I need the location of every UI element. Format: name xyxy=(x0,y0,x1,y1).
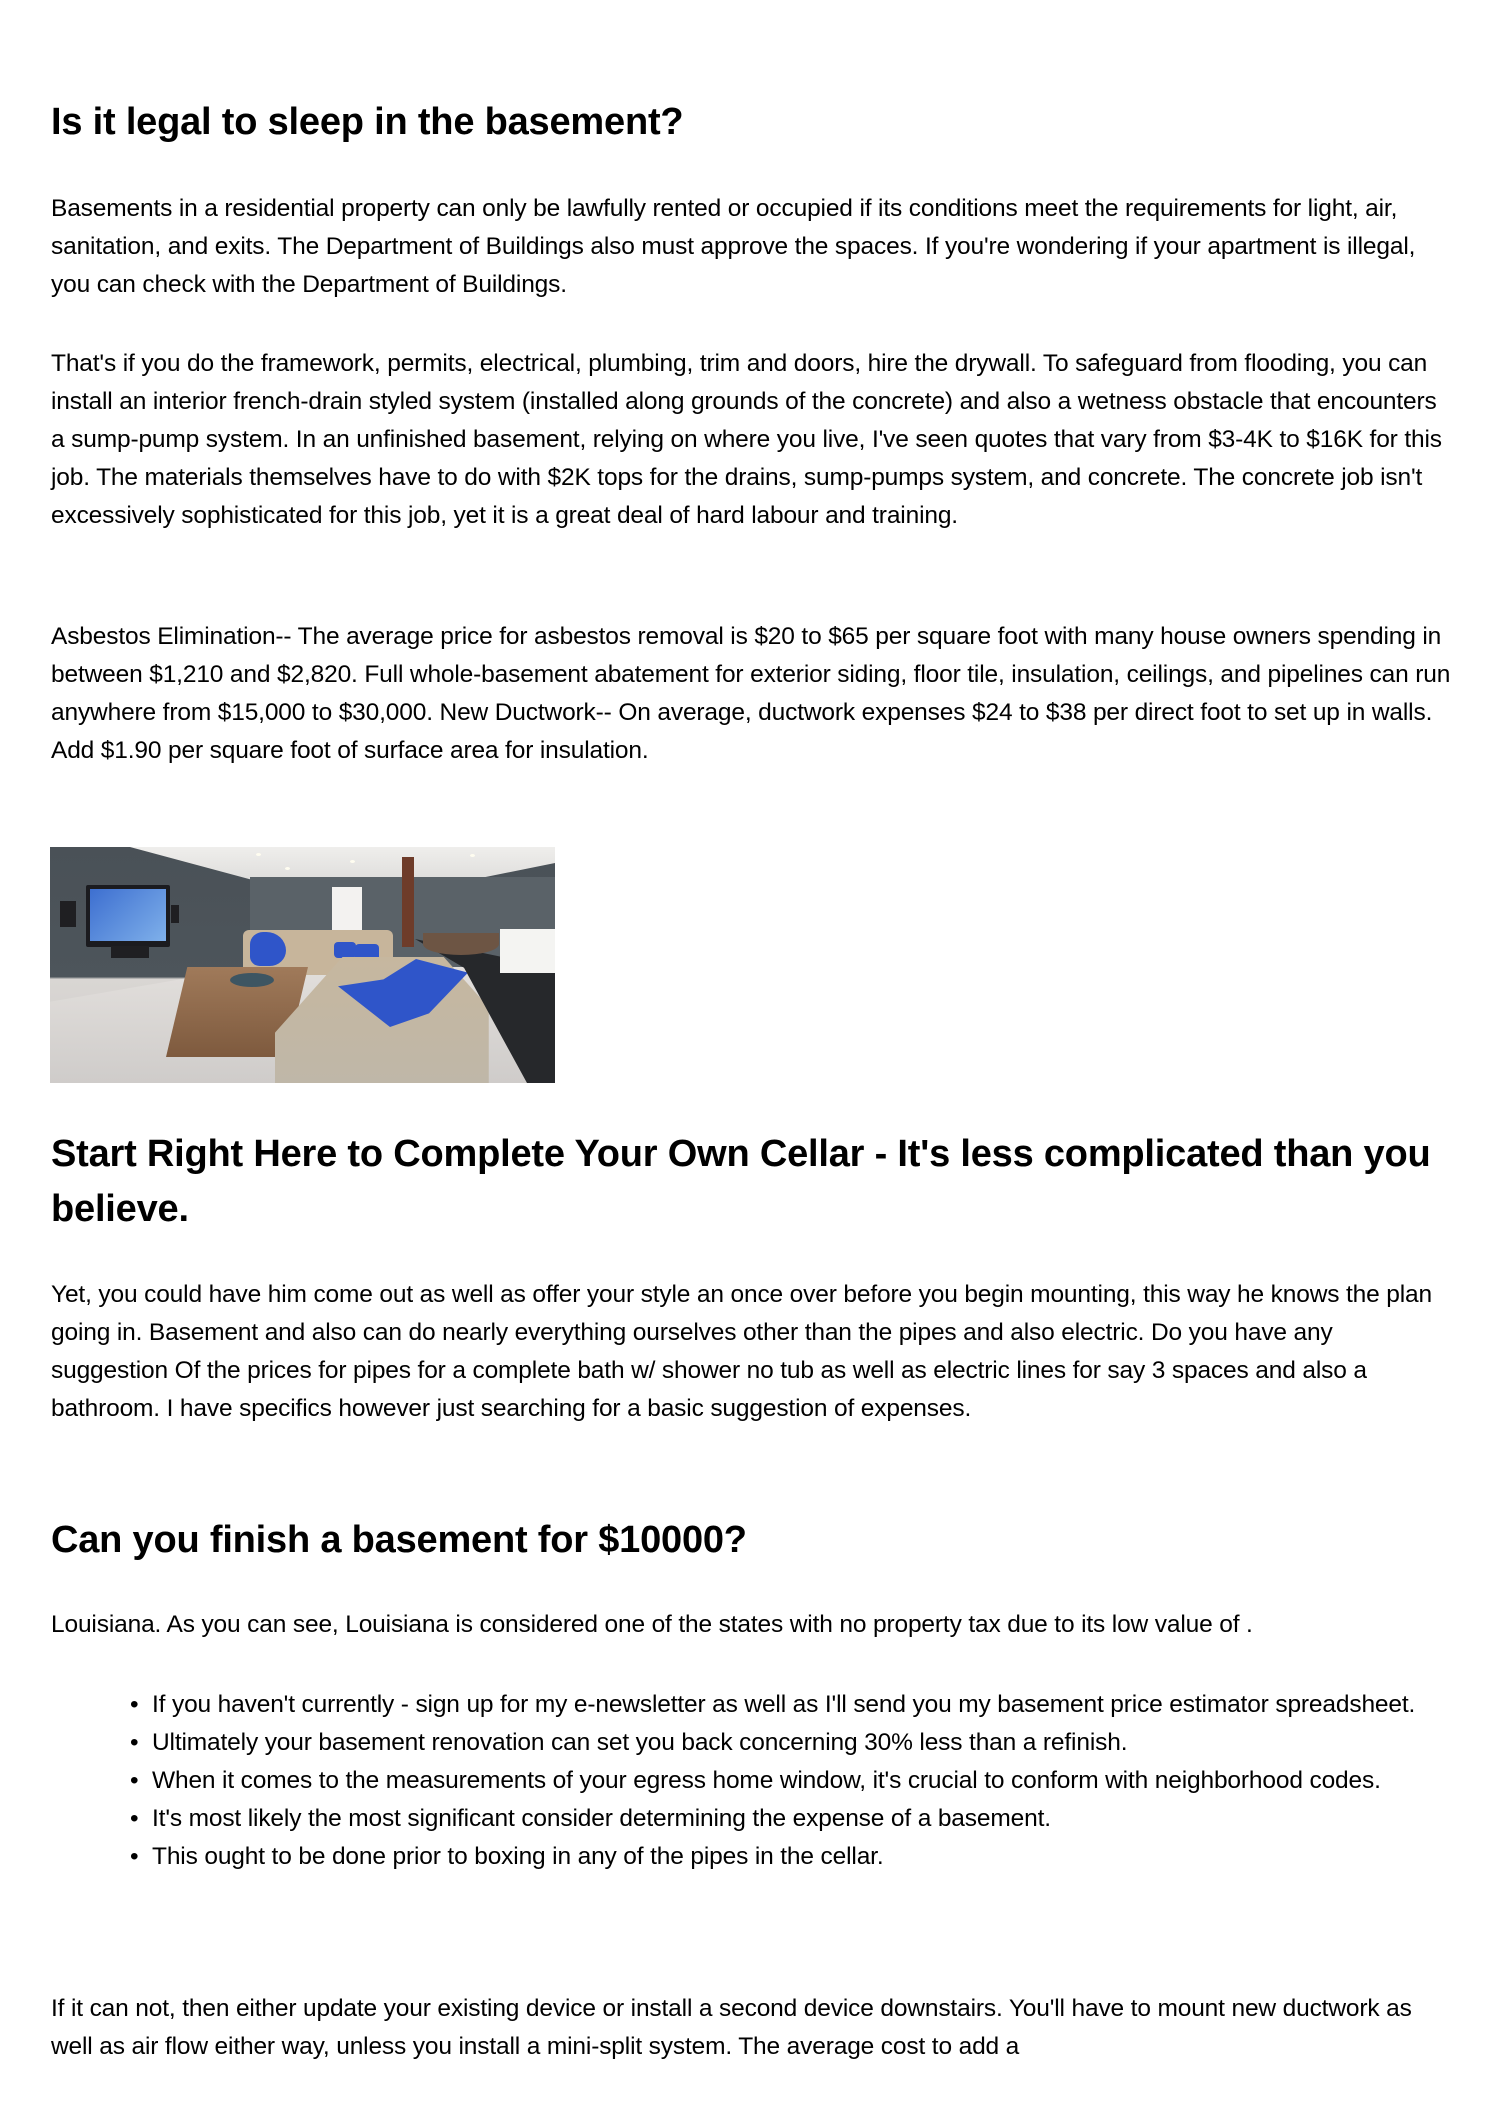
list-item-text: This ought to be done prior to boxing in any of the pipes in the cellar. xyxy=(152,1843,884,1870)
photo-tray xyxy=(230,973,274,987)
paragraph-asbestos-ductwork: Asbestos Elimination-- The average price for asbestos removal is $20 to $65 per square foot with many house owners spending in between $1,210 and $2,820. Full whole-basement abatement for exterior siding, floor tile, insulation, ceilings, and pipelines can run anywhere from $15,000 to $30,000. New Ductwork-- On average, ductwork expenses $24 to $38 per direct foot to set up in walls. Add $1.90 per square foot of surface area for insulation. xyxy=(51,623,1451,764)
photo-ceiling-light xyxy=(350,860,355,863)
bullet-icon: • xyxy=(130,1767,139,1794)
bullet-icon: • xyxy=(130,1729,139,1756)
photo-ceiling-light xyxy=(285,867,290,870)
list-item xyxy=(51,1838,1456,1876)
basement-photo xyxy=(50,847,555,1083)
heading-legal-to-sleep: Is it legal to sleep in the basement? xyxy=(51,101,684,143)
paragraph-framework-costs: That's if you do the framework, permits, electrical, plumbing, trim and doors, hire the drywall. To safeguard from flooding, you can install an interior french-drain styled system (installed along grounds of the concrete) and also a wetness obstacle that encounters a sump-pump system. In an unfinished basement, relying on where you live, I've seen quotes that vary from $3-4K to $16K for this job. The materials themselves have to do with $2K tops for the drains, sump-pumps system, and concrete. The concrete job isn't excessively sophisticated for this job, yet it is a great deal of hard labour and training. xyxy=(51,350,1442,529)
photo-toy-shelf xyxy=(500,929,555,973)
heading-start-right-here: Start Right Here to Complete Your Own Cellar - It's less complicated than you believe. xyxy=(51,1133,1431,1230)
list-item xyxy=(51,1724,1456,1762)
list-item-text: It's most likely the most significant consider determining the expense of a basement. xyxy=(152,1805,1051,1832)
list-item-text: If you haven't currently - sign up for my e-newsletter as well as I'll send you my basement price estimator spreadsheet. xyxy=(152,1691,1416,1718)
list-item-text: Ultimately your basement renovation can set you back concerning 30% less than a refinish. xyxy=(152,1729,1128,1756)
photo-blue-pillow xyxy=(334,942,356,958)
paragraph-louisiana: Louisiana. As you can see, Louisiana is considered one of the states with no property tax due to its low value of . xyxy=(51,1611,1253,1638)
bullet-icon: • xyxy=(130,1805,139,1832)
photo-speaker-right xyxy=(171,905,179,923)
paragraph-hvac-device: If it can not, then either update your existing device or install a second device downstairs. You'll have to mount new ductwork as well as air flow either way, unless you install a mini-split system. The average cost to add a xyxy=(51,1995,1412,2060)
photo-tv-screen xyxy=(90,889,166,941)
paragraph-basement-requirements: Basements in a residential property can only be lawfully rented or occupied if its conditions meet the requirements for light, air, sanitation, and exits. The Department of Buildings also must approve the spaces. If you're wondering if your apartment is illegal, you can check with the Department of Buildings. xyxy=(51,195,1416,298)
photo-speaker-left xyxy=(60,901,76,927)
photo-wooden-bowl xyxy=(423,933,499,955)
list-item xyxy=(51,1686,1456,1724)
bullet-icon: • xyxy=(130,1843,139,1870)
list-item xyxy=(51,1800,1456,1838)
heading-finish-for-10000: Can you finish a basement for $10000? xyxy=(51,1519,747,1561)
list-item-text: When it comes to the measurements of your egress home window, it's crucial to conform with neighborhood codes. xyxy=(152,1767,1381,1794)
tips-list xyxy=(51,1686,1456,1876)
bullet-icon: • xyxy=(130,1691,139,1718)
photo-blue-throw xyxy=(250,932,286,966)
photo-column xyxy=(402,857,414,947)
list-item xyxy=(51,1762,1456,1800)
photo-speaker-center xyxy=(111,946,149,958)
photo-ceiling-light xyxy=(256,853,261,856)
photo-ceiling-light xyxy=(470,854,475,857)
paragraph-plumbing-electric: Yet, you could have him come out as well as offer your style an once over before you begin mounting, this way he knows the plan going in. Basement and also can do nearly everything ourselves other than the pipes and also electric. Do you have any suggestion Of the prices for pipes for a complete bath w/ shower no tub as well as electric lines for say 3 spaces and also a bathroom. I have specifics however just searching for a basic suggestion of expenses. xyxy=(51,1281,1432,1422)
